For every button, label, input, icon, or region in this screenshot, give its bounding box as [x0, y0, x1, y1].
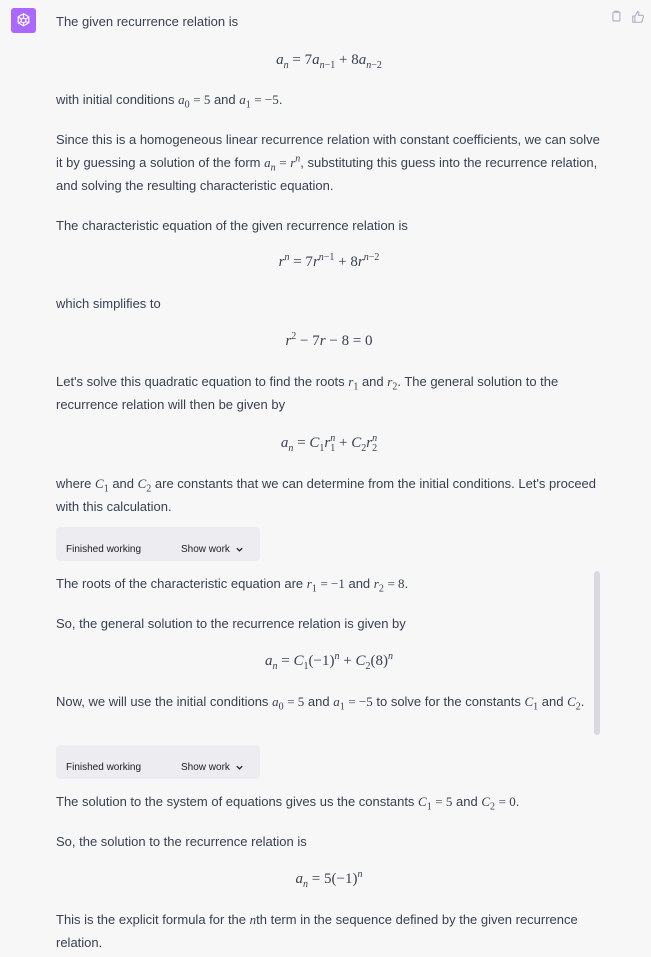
equation-general-specific: $a_n = C_1(-1)^n + C_2(8)^n$	[265, 651, 393, 672]
text: .	[278, 92, 283, 107]
text: .	[580, 694, 585, 709]
paragraph-general: So, the general solution to the recurrence relation is given by	[56, 616, 406, 631]
paragraph-characteristic: The characteristic equation of the given recurrence relation is	[56, 218, 408, 233]
equation-quadratic: $r^2 - 7r - 8 = 0$	[285, 331, 373, 349]
text: .	[515, 794, 520, 809]
text: where	[56, 476, 96, 491]
text: The roots of the characteristic equation are	[56, 576, 307, 591]
text: with initial conditions	[56, 92, 179, 107]
text: and	[452, 794, 482, 809]
text: and	[344, 576, 374, 591]
paragraph-simplifies: which simplifies to	[56, 296, 161, 311]
text: .	[404, 576, 409, 591]
paragraph-intro: The given recurrence relation is	[56, 14, 239, 29]
text: and	[358, 374, 388, 389]
work-block-2	[56, 745, 260, 779]
paragraph-roots: Let's solve this quadratic equation to find the roots $r_1$ and $r_2$. The general solution to the recurrence relation will then be given by	[56, 374, 559, 412]
text: and	[210, 92, 240, 107]
show-work-label: Show work	[181, 762, 230, 773]
copy-icon[interactable]	[609, 10, 623, 24]
paragraph-initial-conditions: with initial conditions $a_0 = 5$ and $a_1 = -5$.	[56, 92, 283, 111]
chevron-down-icon	[235, 763, 244, 772]
scrollbar[interactable]	[594, 571, 600, 735]
work-status: Finished working	[66, 762, 142, 773]
equation-characteristic: $r^n = 7r^{n-1} + 8r^{n-2}$	[278, 252, 380, 270]
equation-final: $a_n = 5(-1)^n$	[295, 869, 363, 890]
show-work-label: Show work	[181, 544, 230, 555]
text: . The general solution to the recurrence relation will then be given by	[56, 374, 559, 412]
show-work-button[interactable]	[181, 756, 244, 779]
equation-recurrence: $a_n = 7a_{n-1} + 8a_{n-2}$	[276, 52, 382, 71]
paragraph-apply-conditions: Now, we will use the initial conditions $a_0 = 5$ and $a_1 = -5$ to solve for the constants $C_1$ and $C_2$.	[56, 694, 585, 713]
text: are constants that we can determine from the initial conditions. Let's proceed with this calculation.	[56, 476, 597, 514]
chevron-down-icon	[235, 545, 244, 554]
paragraph-system-solution: The solution to the system of equations gives us the constants $C_1 = 5$ and $C_2 = 0$.	[56, 794, 520, 813]
work-block-1	[56, 527, 260, 561]
show-work-button[interactable]	[181, 538, 244, 561]
message-actions	[609, 10, 645, 24]
openai-logo-icon	[15, 12, 32, 29]
text: Since this is a homogeneous linear recurrence relation with constant coefficients, we can solve it by guessing a solution of the form	[56, 132, 600, 170]
paragraph-solution: So, the solution to the recurrence relation is	[56, 834, 307, 849]
text: The solution to the system of equations gives us the constants	[56, 794, 419, 809]
paragraph-roots-result: The roots of the characteristic equation are $r_1 = -1$ and $r_2 = 8$.	[56, 576, 409, 595]
text: Now, we will use the initial conditions	[56, 694, 273, 709]
paragraph-explicit: This is the explicit formula for the nth term in the sequence defined by the given recurrence relation.	[56, 912, 578, 950]
paragraph-constants: where $C_1$ and $C_2$ are constants that we can determine from the initial conditions. Let's proceed with this calculation.	[56, 476, 597, 514]
text: and	[108, 476, 138, 491]
text: to solve for the constants	[372, 694, 525, 709]
paragraph-method: Since this is a homogeneous linear recurrence relation with constant coefficients, we can solve it by guessing a solution of the form $a_n = r^n$, substituting this guess into the recurrence relation, and solving the resulting characteristic equation.	[56, 132, 600, 193]
text: Let's solve this quadratic equation to find the roots	[56, 374, 349, 389]
equation-general-solution: $a_n = C_1r_1^n + C_2r_2^n$	[280, 433, 378, 454]
work-status: Finished working	[66, 544, 142, 555]
text: , substituting this guess into the recurrence relation, and solving the resulting characteristic equation.	[56, 155, 598, 193]
text: and	[538, 694, 568, 709]
assistant-avatar	[11, 8, 36, 33]
text: and	[304, 694, 334, 709]
thumbs-up-icon[interactable]	[631, 10, 645, 24]
text: th term in the sequence defined by the given recurrence relation.	[56, 912, 578, 950]
text: This is the explicit formula for the	[56, 912, 250, 927]
